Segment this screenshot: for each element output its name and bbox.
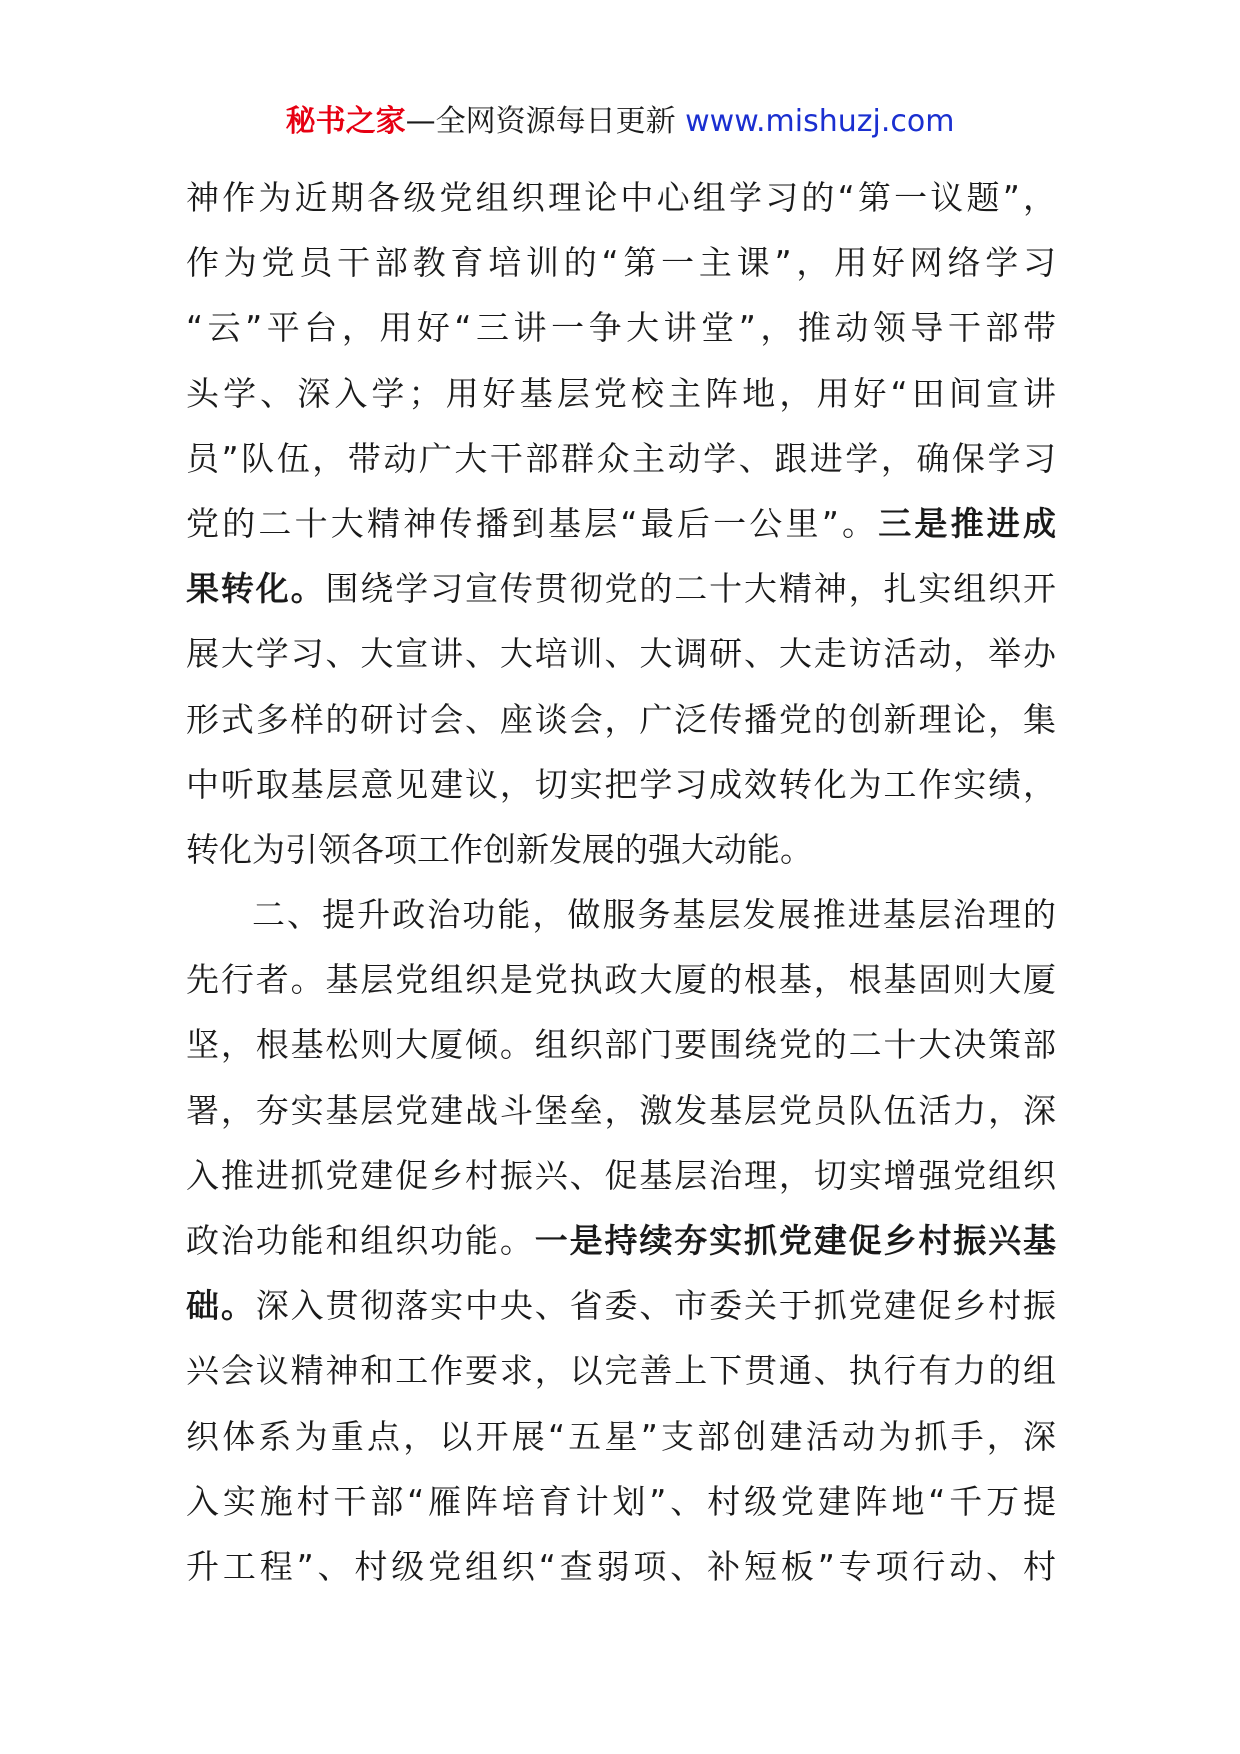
bold-heading: 果转化。: [186, 569, 326, 609]
site-url-link[interactable]: www.mishuzj.com: [685, 104, 955, 139]
text-line: 形式多样的研讨会、座谈会，广泛传播党的创新理论，集: [186, 699, 1056, 739]
text-run: 党的二十大精神传播到基层“最后一公里”。: [186, 503, 879, 543]
bold-heading: 础。: [186, 1286, 256, 1326]
text-run: 政治功能和组织功能。: [186, 1221, 535, 1260]
text-line: 织体系为重点，以开展“五星”支部创建活动为抓手，深: [186, 1416, 1056, 1456]
site-tagline: —全网资源每日更新: [405, 104, 676, 139]
text-line: 头学、深入学；用好基层党校主阵地，用好“田间宣讲: [186, 373, 1056, 413]
text-line: [186, 1208, 1056, 1273]
text-line: 中听取基层意见建议，切实把学习成效转化为工作实绩，: [186, 764, 1056, 804]
text-line: 入实施村干部“雁阵培育计划”、村级党建阵地“千万提: [186, 1481, 1056, 1521]
bold-heading: 三是推进成: [878, 503, 1057, 543]
section-heading-line: 二、提升政治功能，做服务基层发展推进基层治理的: [252, 895, 1056, 935]
document-body: [186, 165, 1056, 1599]
text-line: 神作为近期各级党组织理论中心组学习的“第一议题”，: [186, 178, 1056, 217]
text-line: [186, 1273, 1056, 1338]
bold-heading: 一是持续夯实抓党建促乡村振兴基: [534, 1221, 1056, 1260]
text-line: 展大学习、大宣讲、大培训、大调研、大走访活动，举办: [186, 634, 1056, 674]
text-line: 署，夯实基层党建战斗堡垒，激发基层党员队伍活力，深: [186, 1090, 1056, 1130]
text-line: 先行者。基层党组织是党执政大厦的根基，根基固则大厦: [186, 960, 1056, 1000]
site-header: [0, 100, 1240, 144]
text-run: 围绕学习宣传贯彻党的二十大精神，扎实组织开: [325, 569, 1056, 609]
text-line: 兴会议精神和工作要求，以完善上下贯通、执行有力的组: [186, 1351, 1056, 1391]
text-line: [186, 556, 1056, 621]
text-line: 作为党员干部教育培训的“第一主课”，用好网络学习: [186, 243, 1056, 283]
text-line: 坚，根基松则大厦倾。组织部门要围绕党的二十大决策部: [186, 1025, 1056, 1065]
text-run: 深入贯彻落实中央、省委、市委关于抓党建促乡村振: [255, 1286, 1056, 1326]
site-brand: 秘书之家: [285, 104, 406, 139]
text-line: “云”平台，用好“三讲一争大讲堂”，推动领导干部带: [186, 308, 1056, 348]
text-line: 员”队伍，带动广大干部群众主动学、跟进学，确保学习: [186, 438, 1056, 478]
text-line: 入推进抓党建促乡村振兴、促基层治理，切实增强党组织: [186, 1155, 1056, 1195]
text-line: [186, 491, 1056, 556]
text-line: 转化为引领各项工作创新发展的强大动能。: [186, 829, 813, 869]
text-line: 升工程”、村级党组织“查弱项、补短板”专项行动、村: [186, 1546, 1056, 1586]
